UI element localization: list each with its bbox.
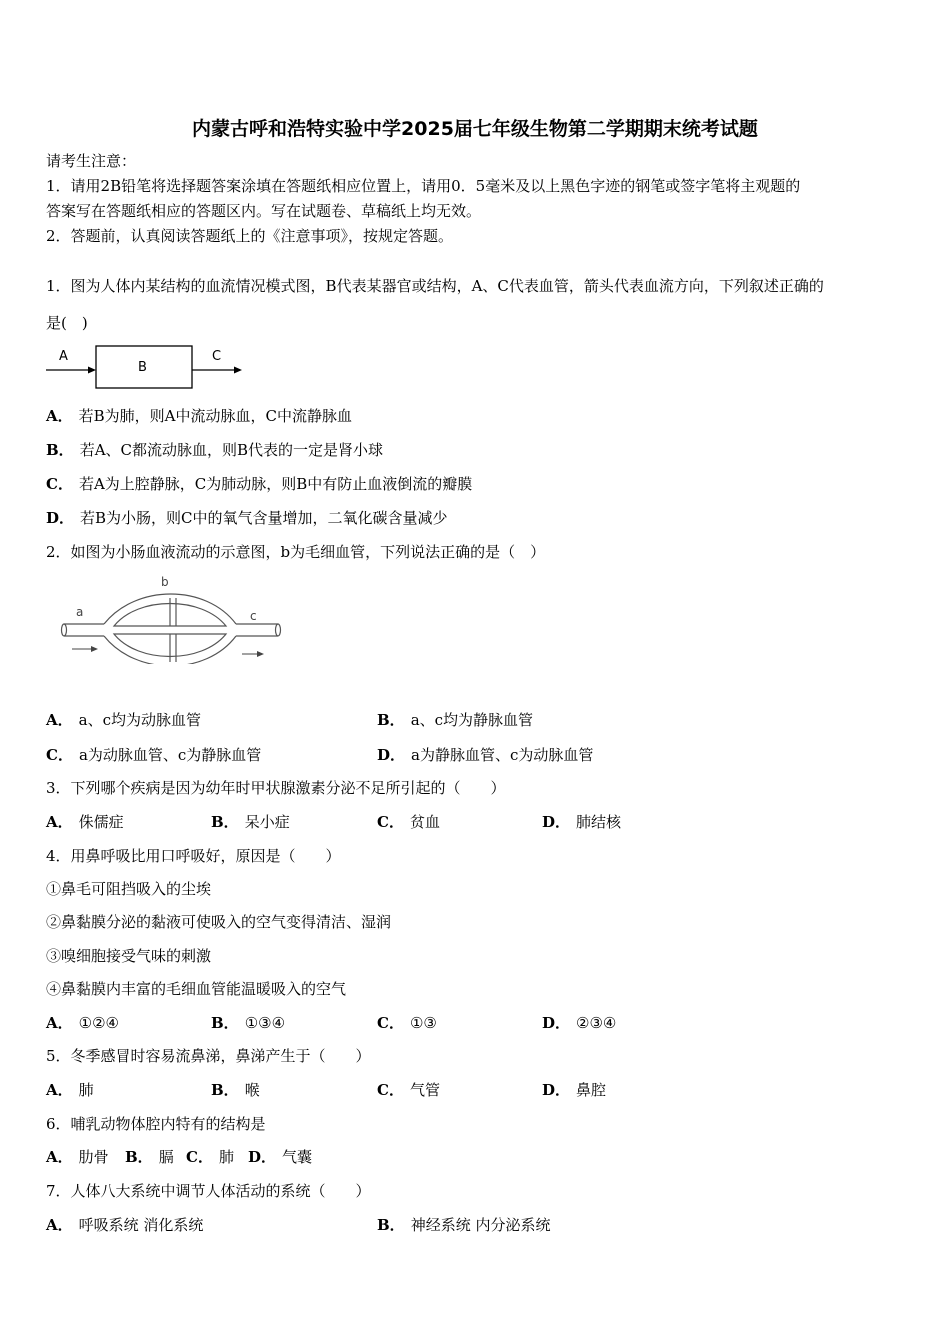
option-letter: A．: [46, 1216, 73, 1234]
option-letter: D．: [46, 509, 75, 527]
option-text: ②③④: [576, 1014, 617, 1032]
option-letter: B．: [211, 1081, 239, 1099]
q6-option-d[interactable]: [248, 1147, 312, 1167]
option-letter: B．: [125, 1148, 153, 1166]
q2-option-b[interactable]: [377, 710, 533, 730]
option-letter: C．: [377, 1014, 404, 1032]
option-text: a为静脉血管、c为动脉血管: [411, 746, 594, 764]
q3-option-c[interactable]: [377, 812, 440, 832]
q1-option-b[interactable]: [46, 440, 383, 460]
q1-stem: 1．图为人体内某结构的血流情况模式图，B代表某器官或结构，A、C代表血管，箭头代表血流方向，下列叙述正确的: [46, 277, 824, 295]
q4-item-1: ①鼻毛可阻挡吸入的尘埃: [46, 880, 212, 898]
option-text: 贫血: [409, 813, 440, 831]
option-letter: B．: [377, 711, 405, 729]
q4-option-a[interactable]: [46, 1013, 119, 1033]
q3-option-a[interactable]: [46, 812, 124, 832]
q5-stem: 5．冬季感冒时容易流鼻涕，鼻涕产生于（ ）: [46, 1047, 371, 1065]
option-letter: B．: [46, 441, 74, 459]
option-letter: A．: [46, 1148, 73, 1166]
q1-blood-flow-diagram: [44, 340, 246, 392]
notice-item-1: 1．请用2B铅笔将选择题答案涂填在答题纸相应位置上，请用0．5毫米及以上黑色字迹的钢笔或签字笔将主观题的: [46, 177, 801, 195]
option-text: a、c均为静脉血管: [410, 711, 534, 729]
q1-option-d[interactable]: [46, 508, 448, 528]
option-letter: A．: [46, 813, 73, 831]
q2-diagram-label-a: a: [76, 605, 84, 619]
option-letter: B．: [211, 813, 239, 831]
option-text: 神经系统 内分泌系统: [410, 1216, 551, 1234]
option-letter: C．: [377, 813, 404, 831]
q1-diagram-label-c: C: [212, 349, 222, 364]
q7-option-a[interactable]: [46, 1215, 203, 1235]
option-text: 气囊: [282, 1148, 313, 1166]
q5-option-b[interactable]: [211, 1080, 260, 1100]
q4-option-b[interactable]: [211, 1013, 285, 1033]
option-letter: D．: [248, 1148, 277, 1166]
option-text: ①③: [409, 1014, 437, 1032]
option-text: 肋骨: [78, 1148, 109, 1166]
option-text: a、c均为动脉血管: [78, 711, 201, 729]
notice-item-1-cont: 答案写在答题纸相应的答题区内。写在试题卷、草稿纸上均无效。: [46, 202, 482, 220]
option-letter: A．: [46, 1081, 73, 1099]
q6-stem: 6．哺乳动物体腔内特有的结构是: [46, 1115, 266, 1133]
option-text: a为动脉血管、c为静脉血管: [78, 746, 262, 764]
option-letter: B．: [377, 1216, 405, 1234]
option-letter: A．: [46, 711, 73, 729]
option-text: 鼻腔: [576, 1081, 607, 1099]
q4-option-c[interactable]: [377, 1013, 437, 1033]
option-letter: C．: [46, 746, 73, 764]
option-letter: D．: [542, 1081, 571, 1099]
q3-option-d[interactable]: [542, 812, 621, 832]
option-text: ①②④: [78, 1014, 119, 1032]
q1-diagram-label-b: B: [138, 360, 147, 375]
q2-option-c[interactable]: [46, 745, 261, 765]
option-text: ①③④: [244, 1014, 286, 1032]
q3-option-b[interactable]: [211, 812, 290, 832]
option-letter: B．: [211, 1014, 239, 1032]
option-text: 若A、C都流动脉血，则B代表的一定是肾小球: [79, 441, 384, 459]
page-title: 内蒙古呼和浩特实验中学2025届七年级生物第二学期期末统考试题: [192, 118, 758, 140]
option-letter: C．: [46, 475, 73, 493]
q7-stem: 7．人体八大系统中调节人体活动的系统（ ）: [46, 1182, 371, 1200]
option-text: 呆小症: [244, 813, 290, 831]
q2-stem: 2．如图为小肠血液流动的示意图，b为毛细血管，下列说法正确的是（ ）: [46, 543, 546, 561]
q5-option-a[interactable]: [46, 1080, 94, 1100]
option-letter: A．: [46, 407, 73, 425]
q2-option-d[interactable]: [377, 745, 593, 765]
option-text: 肺: [218, 1148, 234, 1166]
q6-option-b[interactable]: [125, 1147, 174, 1167]
option-text: 若B为小肠，则C中的氧气含量增加，二氧化碳含量减少: [80, 509, 448, 527]
option-letter: D．: [377, 746, 406, 764]
q4-item-3: ③嗅细胞接受气味的刺激: [46, 947, 212, 965]
q2-option-a[interactable]: [46, 710, 201, 730]
option-text: 侏儒症: [78, 813, 124, 831]
option-letter: C．: [377, 1081, 404, 1099]
q6-option-c[interactable]: [186, 1147, 234, 1167]
notice-heading: 请考生注意：: [46, 152, 137, 170]
option-text: 若B为肺，则A中流动脉血，C中流静脉血: [78, 407, 352, 425]
q4-stem: 4．用鼻呼吸比用口呼吸好，原因是（ ）: [46, 847, 341, 865]
q5-option-d[interactable]: [542, 1080, 606, 1100]
q4-item-2: ②鼻黏膜分泌的黏液可使吸入的空气变得清洁、湿润: [46, 913, 392, 931]
q7-option-b[interactable]: [377, 1215, 550, 1235]
q2-diagram-label-c: c: [250, 609, 257, 623]
option-letter: A．: [46, 1014, 73, 1032]
option-text: 喉: [244, 1081, 260, 1099]
q3-stem: 3．下列哪个疾病是因为幼年时甲状腺激素分泌不足所引起的（ ）: [46, 779, 506, 797]
option-letter: D．: [542, 813, 571, 831]
option-text: 若A为上腔静脉，C为肺动脉，则B中有防止血液倒流的瓣膜: [78, 475, 473, 493]
option-text: 肺结核: [576, 813, 622, 831]
option-text: 呼吸系统 消化系统: [78, 1216, 204, 1234]
q1-option-a[interactable]: [46, 406, 352, 426]
q1-diagram-label-a: A: [59, 349, 68, 364]
q2-intestine-blood-diagram: [56, 574, 291, 664]
q6-option-a[interactable]: [46, 1147, 109, 1167]
q4-item-4: ④鼻黏膜内丰富的毛细血管能温暖吸入的空气: [46, 980, 347, 998]
option-letter: C．: [186, 1148, 213, 1166]
option-text: 气管: [409, 1081, 440, 1099]
q4-option-d[interactable]: [542, 1013, 616, 1033]
option-letter: D．: [542, 1014, 571, 1032]
q1-option-c[interactable]: [46, 474, 472, 494]
option-text: 膈: [158, 1148, 174, 1166]
notice-item-2: 2．答题前，认真阅读答题纸上的《注意事项》，按规定答题。: [46, 227, 454, 245]
q5-option-c[interactable]: [377, 1080, 440, 1100]
option-text: 肺: [78, 1081, 94, 1099]
q1-stem-cont: 是( ): [46, 314, 88, 332]
q2-diagram-label-b: b: [161, 575, 169, 589]
